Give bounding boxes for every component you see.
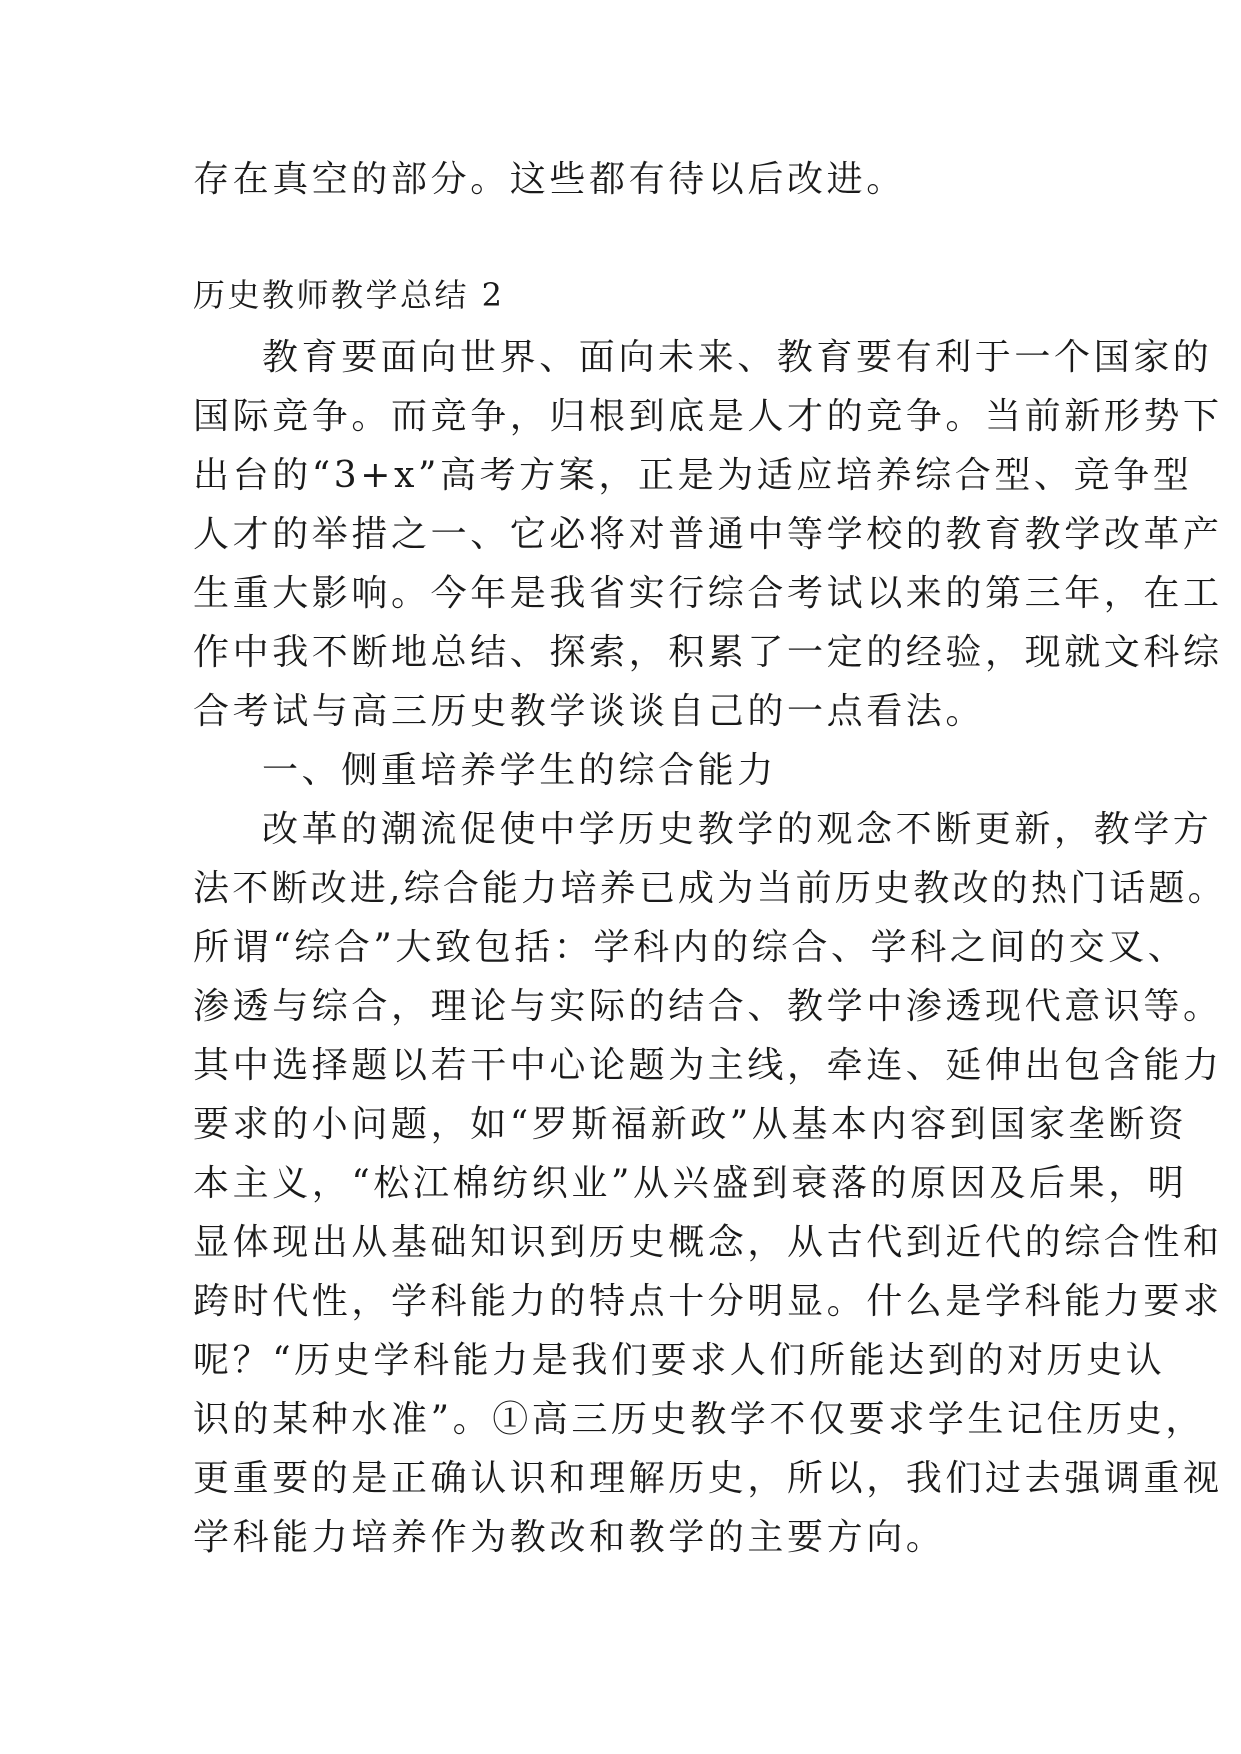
- paragraph-line: 显体现出从基础知识到历史概念，从古代到近代的综合性和: [193, 1222, 1223, 1263]
- intro-line: 存在真空的部分。这些都有待以后改进。: [193, 159, 906, 200]
- paragraph-line: 合考试与高三历史教学谈谈自己的一点看法。: [193, 691, 986, 732]
- section-title: 历史教师教学总结 2: [193, 276, 505, 314]
- paragraph-line: 生重大影响。今年是我省实行综合考试以来的第三年，在工: [193, 573, 1223, 614]
- paragraph-line: 跨时代性，学科能力的特点十分明显。什么是学科能力要求: [193, 1281, 1223, 1322]
- paragraph-line: 呢？“历史学科能力是我们要求人们所能达到的对历史认: [193, 1340, 1166, 1381]
- subheading: 一、侧重培养学生的综合能力: [262, 750, 777, 791]
- paragraph-line: 人才的举措之一、它必将对普通中等学校的教育教学改革产: [193, 514, 1223, 555]
- paragraph-line: 国际竞争。而竞争，归根到底是人才的竞争。当前新形势下: [193, 396, 1223, 437]
- paragraph-line: 作中我不断地总结、探索，积累了一定的经验，现就文科综: [193, 632, 1223, 673]
- paragraph-line: 改革的潮流促使中学历史教学的观念不断更新，教学方: [262, 809, 1213, 850]
- paragraph-line: 要求的小问题，如“罗斯福新政”从基本内容到国家垄断资: [193, 1104, 1188, 1145]
- paragraph-line: 渗透与综合，理论与实际的结合、教学中渗透现代意识等。: [193, 986, 1223, 1027]
- paragraph-line: 本主义，“松江棉纺织业”从兴盛到衰落的原因及后果，明: [193, 1163, 1188, 1204]
- paragraph-line: 学科能力培养作为教改和教学的主要方向。: [193, 1517, 946, 1558]
- paragraph-line: 所谓“综合”大致包括：学科内的综合、学科之间的交叉、: [193, 927, 1188, 968]
- paragraph-line: 识的某种水准”。①高三历史教学不仅要求学生记住历史，: [193, 1399, 1206, 1440]
- paragraph-line: 更重要的是正确认识和理解历史，所以，我们过去强调重视: [193, 1458, 1223, 1499]
- paragraph-line: 出台的“3+x”高考方案，正是为适应培养综合型、竞争型: [193, 455, 1193, 496]
- paragraph-line: 法不断改进,综合能力培养已成为当前历史教改的热门话题。: [193, 868, 1227, 909]
- paragraph-line: 教育要面向世界、面向未来、教育要有利于一个国家的: [262, 337, 1213, 378]
- paragraph-line: 其中选择题以若干中心论题为主线，牵连、延伸出包含能力: [193, 1045, 1223, 1086]
